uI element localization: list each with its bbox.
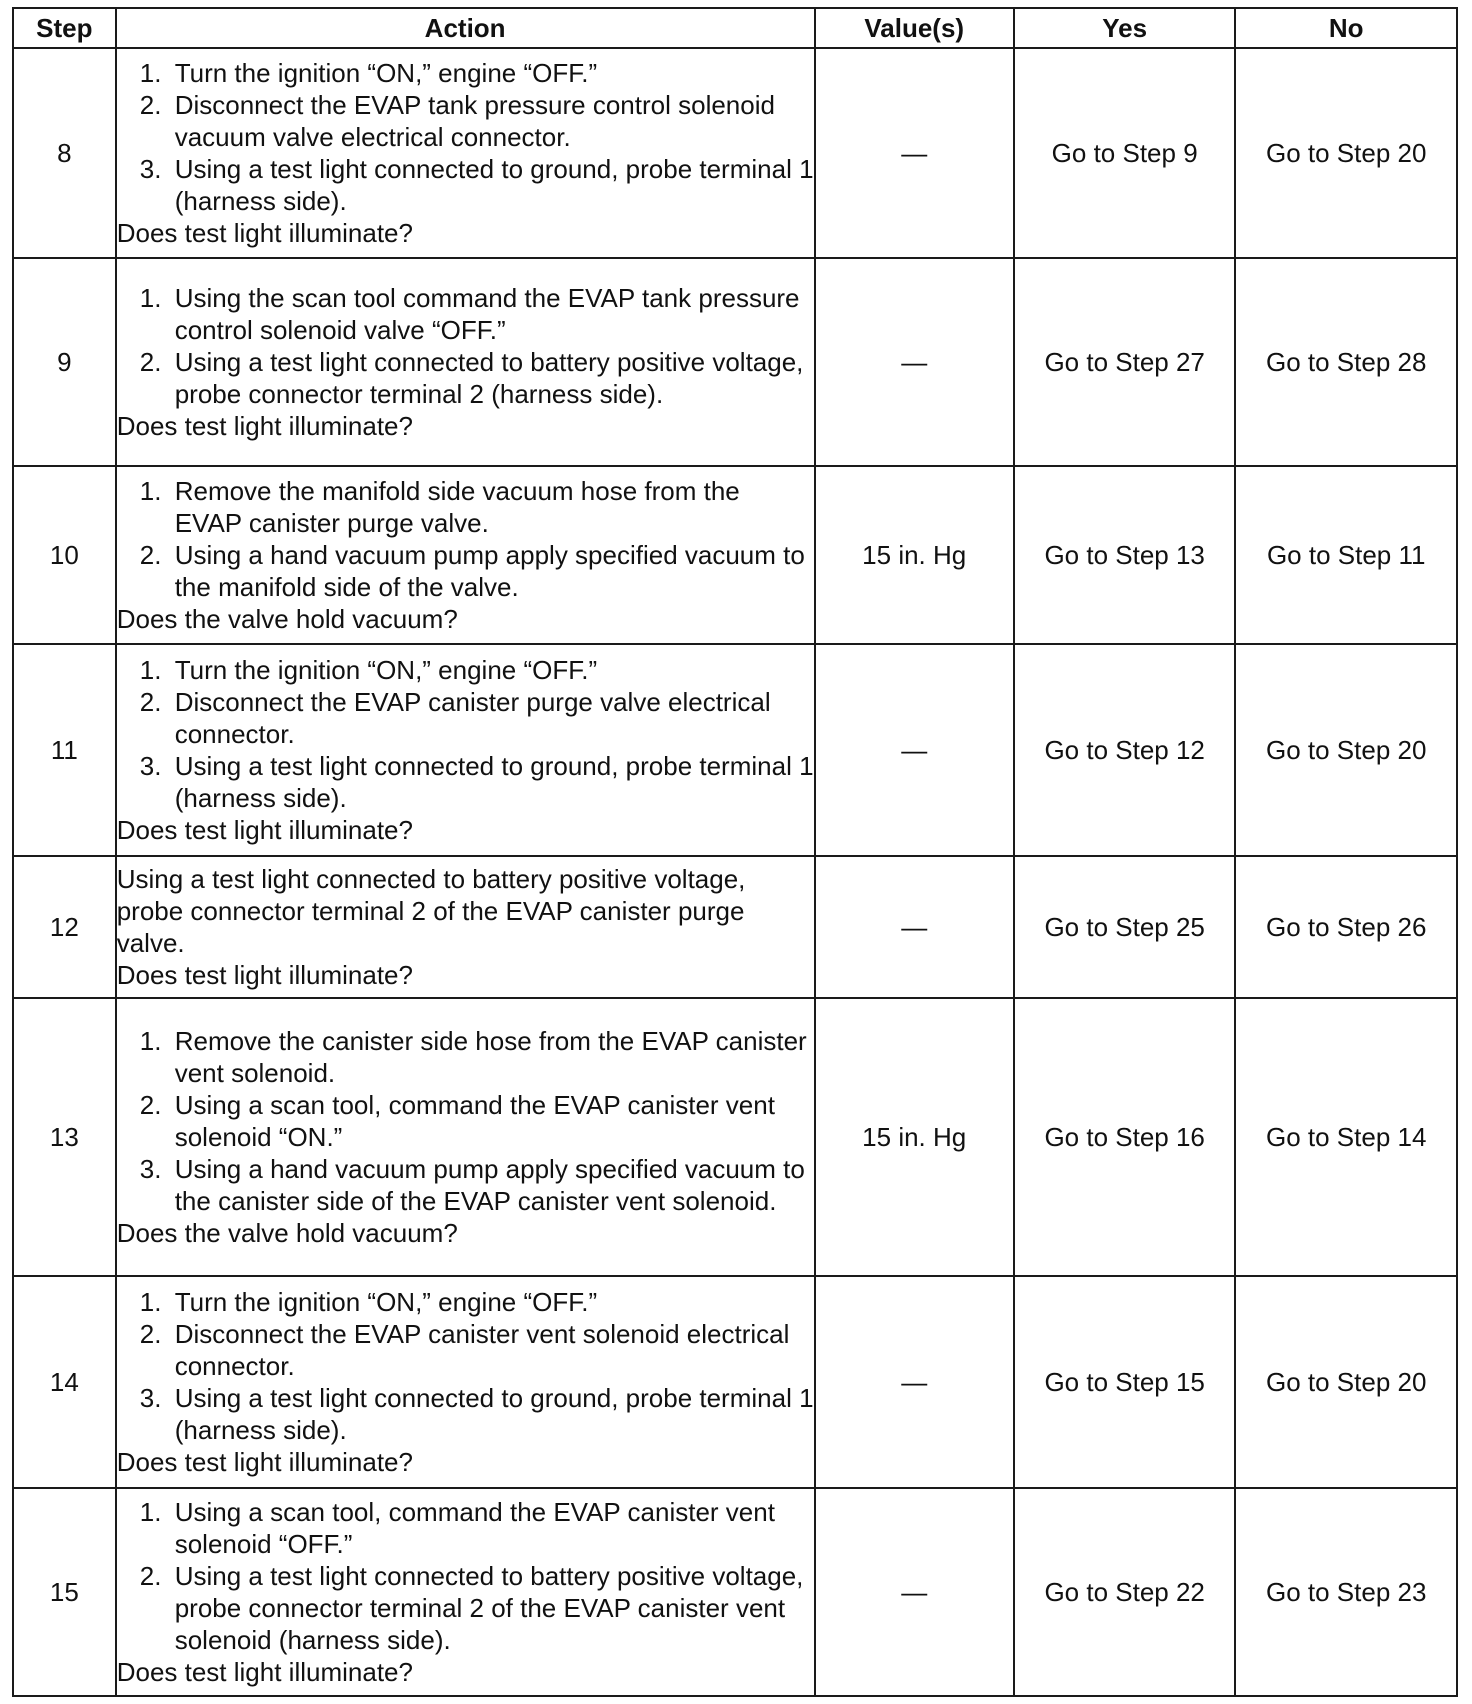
step-number: 8 (13, 48, 116, 258)
no-goto: Go to Step 20 (1235, 48, 1457, 258)
action-steps (117, 475, 814, 603)
no-goto: Go to Step 26 (1235, 856, 1457, 998)
action-cell (116, 1488, 815, 1696)
header-action: Action (116, 8, 815, 48)
no-goto: Go to Step 11 (1235, 466, 1457, 644)
yes-goto: Go to Step 12 (1014, 644, 1236, 856)
action-step: 3. Using a test light connected to ground, probe terminal 1 (harness side). (169, 153, 814, 217)
action-cell (116, 856, 815, 998)
action-step: 2. Using a hand vacuum pump apply specified vacuum to the manifold side of the valve. (169, 539, 814, 603)
action-step: 1. Using a scan tool, command the EVAP canister vent solenoid “OFF.” (169, 1496, 814, 1560)
action-step: 2. Using a test light connected to battery positive voltage, probe connector terminal 2 (harness side). (169, 346, 814, 410)
action-question: Does the valve hold vacuum? (116, 604, 458, 634)
step-number: 12 (13, 856, 116, 998)
action-step: 3. Using a test light connected to ground, probe terminal 1 (harness side). (169, 750, 814, 814)
table-row (13, 998, 1457, 1276)
action-steps (117, 282, 814, 410)
action-cell (116, 644, 815, 856)
action-step: 2. Using a scan tool, command the EVAP canister vent solenoid “ON.” (169, 1089, 814, 1153)
yes-goto: Go to Step 27 (1014, 258, 1236, 466)
header-row (13, 8, 1457, 48)
header-step: Step (13, 8, 116, 48)
action-question: Does test light illuminate? (116, 960, 413, 990)
action-step: 1. Remove the manifold side vacuum hose from the EVAP canister purge valve. (169, 475, 814, 539)
no-goto: Go to Step 20 (1235, 644, 1457, 856)
action-steps (117, 57, 814, 217)
value-cell: — (815, 1276, 1014, 1488)
action-step: 2. Disconnect the EVAP tank pressure control solenoid vacuum valve electrical connector. (169, 89, 814, 153)
action-steps (117, 1286, 814, 1446)
header-yes: Yes (1014, 8, 1236, 48)
no-goto: Go to Step 20 (1235, 1276, 1457, 1488)
action-question: Does test light illuminate? (116, 1447, 413, 1477)
table-row (13, 1488, 1457, 1696)
table-row (13, 48, 1457, 258)
table-row (13, 644, 1457, 856)
yes-goto: Go to Step 16 (1014, 998, 1236, 1276)
value-cell: — (815, 258, 1014, 466)
yes-goto: Go to Step 15 (1014, 1276, 1236, 1488)
value-cell: — (815, 1488, 1014, 1696)
header-no: No (1235, 8, 1457, 48)
yes-goto: Go to Step 9 (1014, 48, 1236, 258)
header-values: Value(s) (815, 8, 1014, 48)
action-step: 2. Disconnect the EVAP canister purge valve electrical connector. (169, 686, 814, 750)
action-cell (116, 48, 815, 258)
table-row (13, 856, 1457, 998)
action-cell (116, 258, 815, 466)
action-steps (117, 1496, 814, 1656)
no-goto: Go to Step 28 (1235, 258, 1457, 466)
yes-goto: Go to Step 25 (1014, 856, 1236, 998)
step-number: 13 (13, 998, 116, 1276)
action-question: Does test light illuminate? (116, 218, 413, 248)
value-cell: — (815, 856, 1014, 998)
yes-goto: Go to Step 22 (1014, 1488, 1236, 1696)
action-question: Does the valve hold vacuum? (116, 1218, 458, 1248)
action-question: Does test light illuminate? (116, 1657, 413, 1687)
value-cell: — (815, 48, 1014, 258)
action-step: 1. Turn the ignition “ON,” engine “OFF.” (169, 1286, 814, 1318)
action-step: 1. Turn the ignition “ON,” engine “OFF.” (169, 57, 814, 89)
action-cell (116, 1276, 815, 1488)
action-cell (116, 998, 815, 1276)
table-row (13, 258, 1457, 466)
value-cell: — (815, 644, 1014, 856)
action-question: Does test light illuminate? (116, 815, 413, 845)
step-number: 9 (13, 258, 116, 466)
action-step: 2. Disconnect the EVAP canister vent solenoid electrical connector. (169, 1318, 814, 1382)
action-step: 3. Using a test light connected to ground, probe terminal 1 (harness side). (169, 1382, 814, 1446)
action-question: Does test light illuminate? (116, 411, 413, 441)
action-step: 1. Turn the ignition “ON,” engine “OFF.” (169, 654, 814, 686)
table-row (13, 1276, 1457, 1488)
action-steps (117, 1025, 814, 1217)
step-number: 10 (13, 466, 116, 644)
no-goto: Go to Step 23 (1235, 1488, 1457, 1696)
step-number: 14 (13, 1276, 116, 1488)
action-step: 2. Using a test light connected to battery positive voltage, probe connector terminal 2 of the EVAP canister vent solenoid (harness side). (169, 1560, 814, 1656)
action-step: 1. Remove the canister side hose from the EVAP canister vent solenoid. (169, 1025, 814, 1089)
action-step: 1. Using the scan tool command the EVAP tank pressure control solenoid valve “OFF.” (169, 282, 814, 346)
value-cell: 15 in. Hg (815, 998, 1014, 1276)
step-number: 15 (13, 1488, 116, 1696)
table-row (13, 466, 1457, 644)
step-number: 11 (13, 644, 116, 856)
value-cell: 15 in. Hg (815, 466, 1014, 644)
yes-goto: Go to Step 13 (1014, 466, 1236, 644)
action-steps (117, 654, 814, 814)
diagnostic-table (12, 7, 1458, 1697)
action-cell (116, 466, 815, 644)
no-goto: Go to Step 14 (1235, 998, 1457, 1276)
action-text: Using a test light connected to battery positive voltage, probe connector terminal 2 of the EVAP canister purge valve. (116, 864, 746, 958)
action-step: 3. Using a hand vacuum pump apply specified vacuum to the canister side of the EVAP canister vent solenoid. (169, 1153, 814, 1217)
